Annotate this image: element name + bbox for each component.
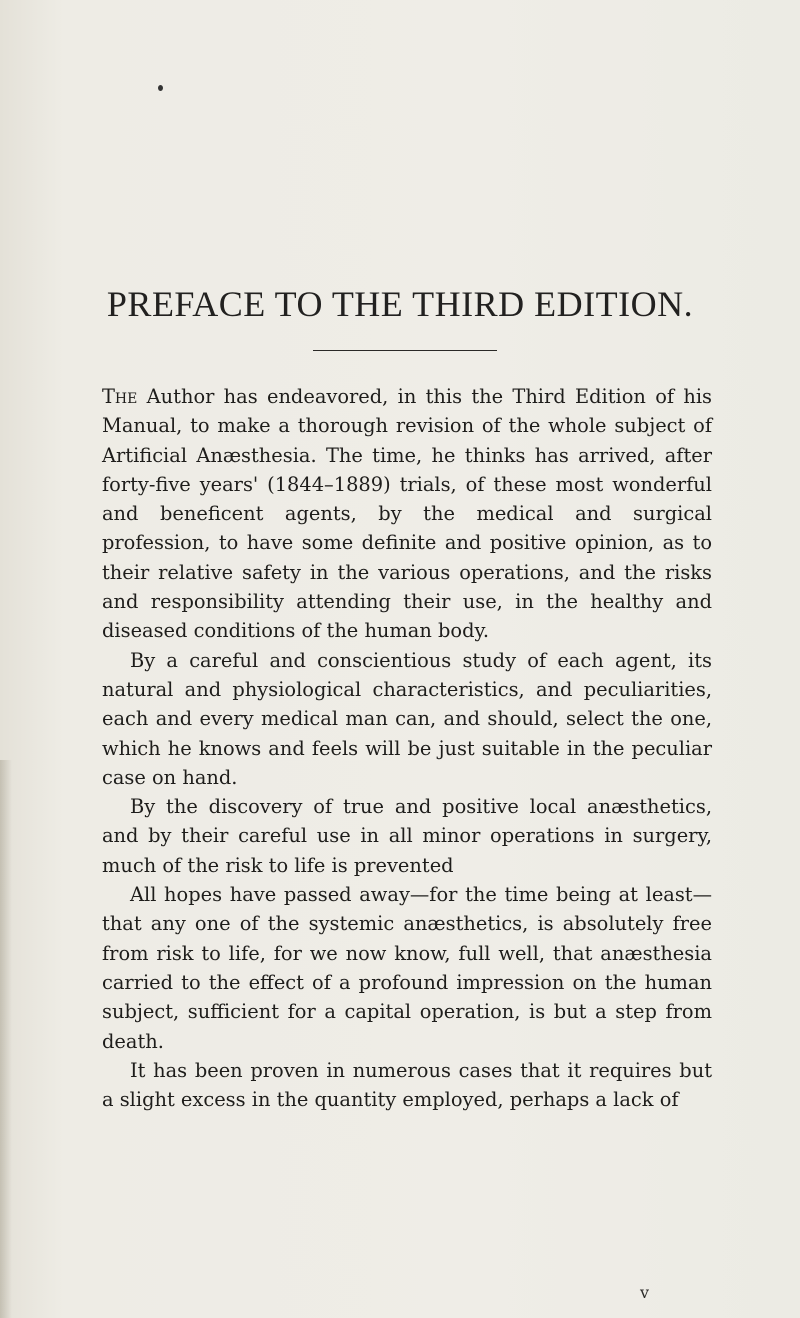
page-edge-shadow: [0, 760, 12, 1318]
paragraph: It has been proven in numerous cases that it requires but a slight excess in the quantity employed, perhaps a lack of: [102, 1058, 712, 1112]
paragraph: By a careful and conscientious study of each agent, its natural and physiological characteristics, and peculiarities, each and every medical man can, and should, select the one, which he knows and feels will be just suitable in the peculiar case on hand.: [102, 648, 712, 789]
ink-speck: [158, 85, 163, 91]
title-rule: [313, 350, 497, 351]
signature-mark: v: [640, 1283, 650, 1302]
page-title: PREFACE TO THE THIRD EDITION.: [106, 284, 694, 324]
paragraph-text: Author has endeavored, in this the Third Edition of his Manual, to make a thorough revision of the whole subject of Artificial Anæsthesia. The time, he thinks has arrived, after forty-five years' (1844–1889) trials, of these most wonderful and beneficent agents, by the medical and surgical profession, to have some definite and positive opinion, as to their relative safety in the various operations, and the risks and responsibility attending their use, in the healthy and diseased conditions of the human body.: [102, 385, 712, 643]
paragraph: All hopes have passed away—for the time being at least—that any one of the systemic anæsthetics, is absolutely free from risk to life, for we now know, full well, that anæsthesia carried to the effect of a profound impression on the human subject, sufficient for a capital operation, is but a step from death.: [102, 883, 712, 1053]
preface-body: [102, 382, 712, 1114]
paragraph: By the discovery of true and positive local anæsthetics, and by their careful use in all minor operations in surgery, much of the risk to life is prevented: [102, 795, 712, 877]
paragraph-lead: The: [102, 385, 138, 408]
paragraph: [102, 382, 712, 646]
